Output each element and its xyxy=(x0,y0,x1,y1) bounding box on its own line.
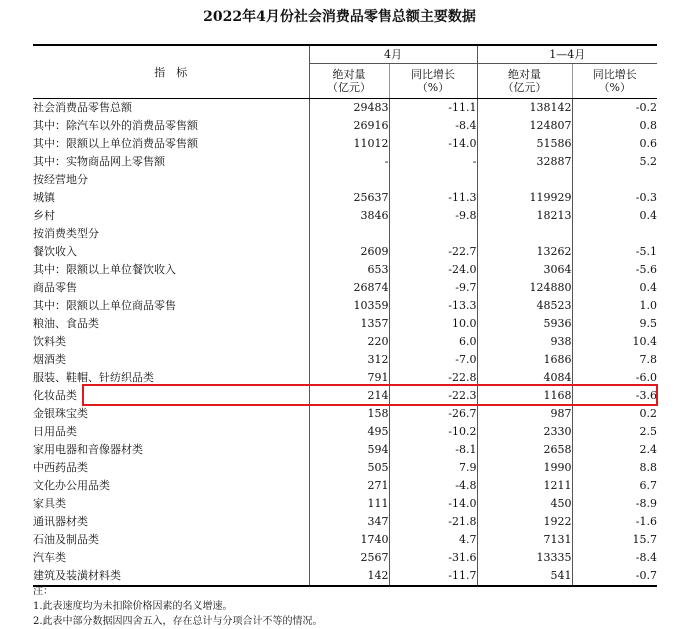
cum-yoy-cell: -6.0 xyxy=(635,371,657,384)
month-abs-cell: - xyxy=(309,153,389,171)
indicator-header: 指 标 xyxy=(33,45,309,99)
row-label: 化妆品类 xyxy=(33,387,309,405)
abs-unit: （亿元） xyxy=(327,81,371,94)
month-abs-cell: 347 xyxy=(309,513,389,531)
cum-abs-cell: 51586 xyxy=(477,135,572,153)
row-label: 商品零售 xyxy=(33,279,309,297)
period-month-header: 4月 xyxy=(309,45,477,64)
period-cumulative-header: 1—4月 xyxy=(477,45,657,64)
notes-heading: 注： xyxy=(33,586,53,597)
cum-yoy-cell: 15.7 xyxy=(632,533,657,546)
month-yoy-cell: 4.7 xyxy=(389,531,477,549)
month-yoy-cell: -8.4 xyxy=(389,117,477,135)
cum-abs-cell: 4084 xyxy=(477,369,572,387)
row-label: 城镇 xyxy=(33,189,309,207)
month-yoy-cell: 7.9 xyxy=(389,459,477,477)
month-abs-cell: 594 xyxy=(309,441,389,459)
month-yoy-cell: - xyxy=(389,153,477,171)
cum-yoy-cell: -3.6 xyxy=(635,389,657,402)
cum-abs-cell: 32887 xyxy=(477,153,572,171)
month-yoy-cell: -9.8 xyxy=(389,207,477,225)
month-abs-cell: 111 xyxy=(309,495,389,513)
month-yoy-cell: 6.0 xyxy=(389,333,477,351)
row-label: 中西药品类 xyxy=(33,459,309,477)
cum-yoy-cell: 9.5 xyxy=(639,317,657,330)
cum-yoy-cell: 0.8 xyxy=(639,119,657,132)
row-label: 文化办公用品类 xyxy=(33,477,309,495)
month-abs-cell: 653 xyxy=(309,261,389,279)
cum-abs-cell xyxy=(477,225,572,243)
table-row xyxy=(33,423,657,441)
table-row xyxy=(33,189,657,207)
month-abs-cell: 26874 xyxy=(309,279,389,297)
row-label: 其中：限额以上单位餐饮收入 xyxy=(33,261,309,279)
month-yoy-cell: -14.0 xyxy=(389,495,477,513)
month-yoy-cell xyxy=(389,225,477,243)
yoy-label: 同比增长 xyxy=(592,68,637,81)
row-label: 汽车类 xyxy=(33,549,309,567)
cum-abs-cell: 5936 xyxy=(477,315,572,333)
month-yoy-cell: -14.0 xyxy=(389,135,477,153)
cum-yoy-cell: -8.9 xyxy=(635,497,657,510)
table-row xyxy=(33,441,657,459)
month-abs-cell: 271 xyxy=(309,477,389,495)
row-label: 建筑及装潢材料类 xyxy=(33,567,309,586)
cum-abs-cell: 2658 xyxy=(477,441,572,459)
table-row xyxy=(33,531,657,549)
cum-yoy-cell: 8.8 xyxy=(639,461,657,474)
cum-yoy-cell: 0.4 xyxy=(639,209,657,222)
cum-abs-cell: 450 xyxy=(477,495,572,513)
month-abs-cell: 142 xyxy=(309,567,389,586)
cum-yoy-cell: 2.4 xyxy=(639,443,657,456)
table-row xyxy=(33,279,657,297)
month-yoy-cell: -11.7 xyxy=(389,567,477,586)
cum-yoy-cell: 2.5 xyxy=(639,425,657,438)
month-yoy-cell: -4.8 xyxy=(389,477,477,495)
cum-abs-cell: 13335 xyxy=(477,549,572,567)
table-row xyxy=(33,513,657,531)
cum-yoy-cell: -0.2 xyxy=(635,101,657,114)
table-row xyxy=(33,99,657,118)
note-item: 1.此表速度均为未扣除价格因素的名义增速。 xyxy=(33,601,233,612)
row-label: 饮料类 xyxy=(33,333,309,351)
row-label: 其中：实物商品网上零售额 xyxy=(33,153,309,171)
month-yoy-cell: -22.7 xyxy=(389,243,477,261)
row-label: 餐饮收入 xyxy=(33,243,309,261)
table-row xyxy=(33,135,657,153)
month-abs-cell: 495 xyxy=(309,423,389,441)
month-yoy-cell: -22.8 xyxy=(389,369,477,387)
row-label: 其中：除汽车以外的消费品零售额 xyxy=(33,117,309,135)
cum-abs-cell: 1211 xyxy=(477,477,572,495)
month-abs-cell: 3846 xyxy=(309,207,389,225)
cum-yoy-cell: -0.7 xyxy=(572,567,657,586)
table-row xyxy=(33,225,657,243)
table-row xyxy=(33,387,657,405)
month-abs-cell: 158 xyxy=(309,405,389,423)
table-row xyxy=(33,369,657,387)
month-yoy-cell: -11.1 xyxy=(389,99,477,118)
month-yoy-cell: -24.0 xyxy=(389,261,477,279)
cum-abs-cell: 48523 xyxy=(477,297,572,315)
month-abs-cell: 312 xyxy=(309,351,389,369)
month-yoy-header xyxy=(389,64,477,99)
cum-abs-cell: 18213 xyxy=(477,207,572,225)
row-label: 烟酒类 xyxy=(33,351,309,369)
cum-abs-cell: 138142 xyxy=(477,99,572,118)
month-yoy-cell: 10.0 xyxy=(389,315,477,333)
month-abs-cell: 10359 xyxy=(309,297,389,315)
cum-abs-header xyxy=(477,64,572,99)
cum-abs-cell: 3064 xyxy=(477,261,572,279)
month-abs-cell xyxy=(309,225,389,243)
cum-yoy-cell: -0.3 xyxy=(635,191,657,204)
row-label: 其中：限额以上单位商品零售 xyxy=(33,297,309,315)
cum-abs-cell xyxy=(477,171,572,189)
yoy-unit: （%） xyxy=(416,81,450,94)
cum-yoy-cell: 0.4 xyxy=(639,281,657,294)
month-abs-cell: 220 xyxy=(309,333,389,351)
table-row xyxy=(33,495,657,513)
table-row xyxy=(33,171,657,189)
row-label: 金银珠宝类 xyxy=(33,405,309,423)
retail-sales-table xyxy=(33,44,657,587)
cum-yoy-cell: -5.1 xyxy=(635,245,657,258)
cum-abs-cell: 124880 xyxy=(477,279,572,297)
cum-abs-cell: 1990 xyxy=(477,459,572,477)
month-abs-cell xyxy=(309,171,389,189)
month-yoy-cell: -26.7 xyxy=(389,405,477,423)
month-abs-cell: 214 xyxy=(309,387,389,405)
table-row xyxy=(33,207,657,225)
row-label: 社会消费品零售总额 xyxy=(33,99,309,118)
month-abs-header xyxy=(309,64,389,99)
cum-abs-cell: 1922 xyxy=(477,513,572,531)
table-row xyxy=(33,315,657,333)
cum-yoy-cell: 0.6 xyxy=(639,137,657,150)
row-label: 乡村 xyxy=(33,207,309,225)
table-row xyxy=(33,333,657,351)
table-row xyxy=(33,243,657,261)
cum-abs-cell: 987 xyxy=(477,405,572,423)
yoy-label: 同比增长 xyxy=(411,68,455,81)
table-row xyxy=(33,261,657,279)
cum-abs-cell: 2330 xyxy=(477,423,572,441)
cum-abs-cell: 119929 xyxy=(477,189,572,207)
month-abs-cell: 2567 xyxy=(309,549,389,567)
month-abs-cell: 11012 xyxy=(309,135,389,153)
table-row xyxy=(33,459,657,477)
table-body xyxy=(33,99,657,587)
cum-abs-cell: 7131 xyxy=(477,531,572,549)
month-yoy-cell: -22.3 xyxy=(389,387,477,405)
header-row-periods xyxy=(33,45,657,64)
row-label: 家具类 xyxy=(33,495,309,513)
month-yoy-cell: -21.8 xyxy=(389,513,477,531)
note-item: 2.此表中部分数据因四舍五入，存在总计与分项合计不等的情况。 xyxy=(33,616,323,627)
month-yoy-cell xyxy=(389,171,477,189)
cum-abs-cell: 541 xyxy=(477,567,572,586)
yoy-unit: （%） xyxy=(598,81,631,94)
cum-abs-cell: 938 xyxy=(477,333,572,351)
row-label: 日用品类 xyxy=(33,423,309,441)
row-label: 通讯器材类 xyxy=(33,513,309,531)
month-yoy-cell: -9.7 xyxy=(389,279,477,297)
cum-yoy-cell: -1.6 xyxy=(635,515,657,528)
month-abs-cell: 1357 xyxy=(309,315,389,333)
month-abs-cell: 26916 xyxy=(309,117,389,135)
cum-yoy-cell: 10.4 xyxy=(632,335,657,348)
page-title: 2022年4月份社会消费品零售总额主要数据 xyxy=(203,9,476,25)
table-row xyxy=(33,117,657,135)
row-label: 按消费类型分 xyxy=(33,225,309,243)
cum-yoy-cell: -8.4 xyxy=(635,551,657,564)
cum-yoy-cell: 5.2 xyxy=(639,155,657,168)
cum-abs-cell: 13262 xyxy=(477,243,572,261)
cum-yoy-cell xyxy=(572,171,657,189)
month-yoy-cell: -13.3 xyxy=(389,297,477,315)
cum-abs-cell: 1686 xyxy=(477,351,572,369)
cum-abs-cell: 1168 xyxy=(477,387,572,405)
cum-yoy-cell: 6.7 xyxy=(639,479,657,492)
cum-yoy-cell: 0.2 xyxy=(639,407,657,420)
table-row xyxy=(33,549,657,567)
month-yoy-cell: -8.1 xyxy=(389,441,477,459)
cum-yoy-cell xyxy=(572,225,657,243)
table-notes xyxy=(33,584,323,629)
month-abs-cell: 29483 xyxy=(309,99,389,118)
cum-abs-cell: 124807 xyxy=(477,117,572,135)
cum-yoy-header xyxy=(572,64,657,99)
table-row xyxy=(33,405,657,423)
month-abs-cell: 1740 xyxy=(309,531,389,549)
table-row xyxy=(33,477,657,495)
row-label: 粮油、食品类 xyxy=(33,315,309,333)
row-label: 其中：限额以上单位消费品零售额 xyxy=(33,135,309,153)
abs-label: 绝对量 xyxy=(508,68,541,81)
month-yoy-cell: -10.2 xyxy=(389,423,477,441)
table-row xyxy=(33,153,657,171)
cum-yoy-cell: -5.6 xyxy=(635,263,657,276)
cum-yoy-cell: 7.8 xyxy=(639,353,657,366)
month-abs-cell: 25637 xyxy=(309,189,389,207)
table-row xyxy=(33,297,657,315)
table-row xyxy=(33,351,657,369)
month-abs-cell: 791 xyxy=(309,369,389,387)
abs-unit: （亿元） xyxy=(502,81,547,94)
month-yoy-cell: -31.6 xyxy=(389,549,477,567)
cum-yoy-cell: 1.0 xyxy=(639,299,657,312)
row-label: 石油及制品类 xyxy=(33,531,309,549)
row-label: 家用电器和音像器材类 xyxy=(33,441,309,459)
month-yoy-cell: -7.0 xyxy=(389,351,477,369)
month-abs-cell: 505 xyxy=(309,459,389,477)
month-abs-cell: 2609 xyxy=(309,243,389,261)
row-label: 按经营地分 xyxy=(33,171,309,189)
month-yoy-cell: -11.3 xyxy=(389,189,477,207)
abs-label: 绝对量 xyxy=(332,68,366,81)
row-label: 服装、鞋帽、针纺织品类 xyxy=(33,369,309,387)
